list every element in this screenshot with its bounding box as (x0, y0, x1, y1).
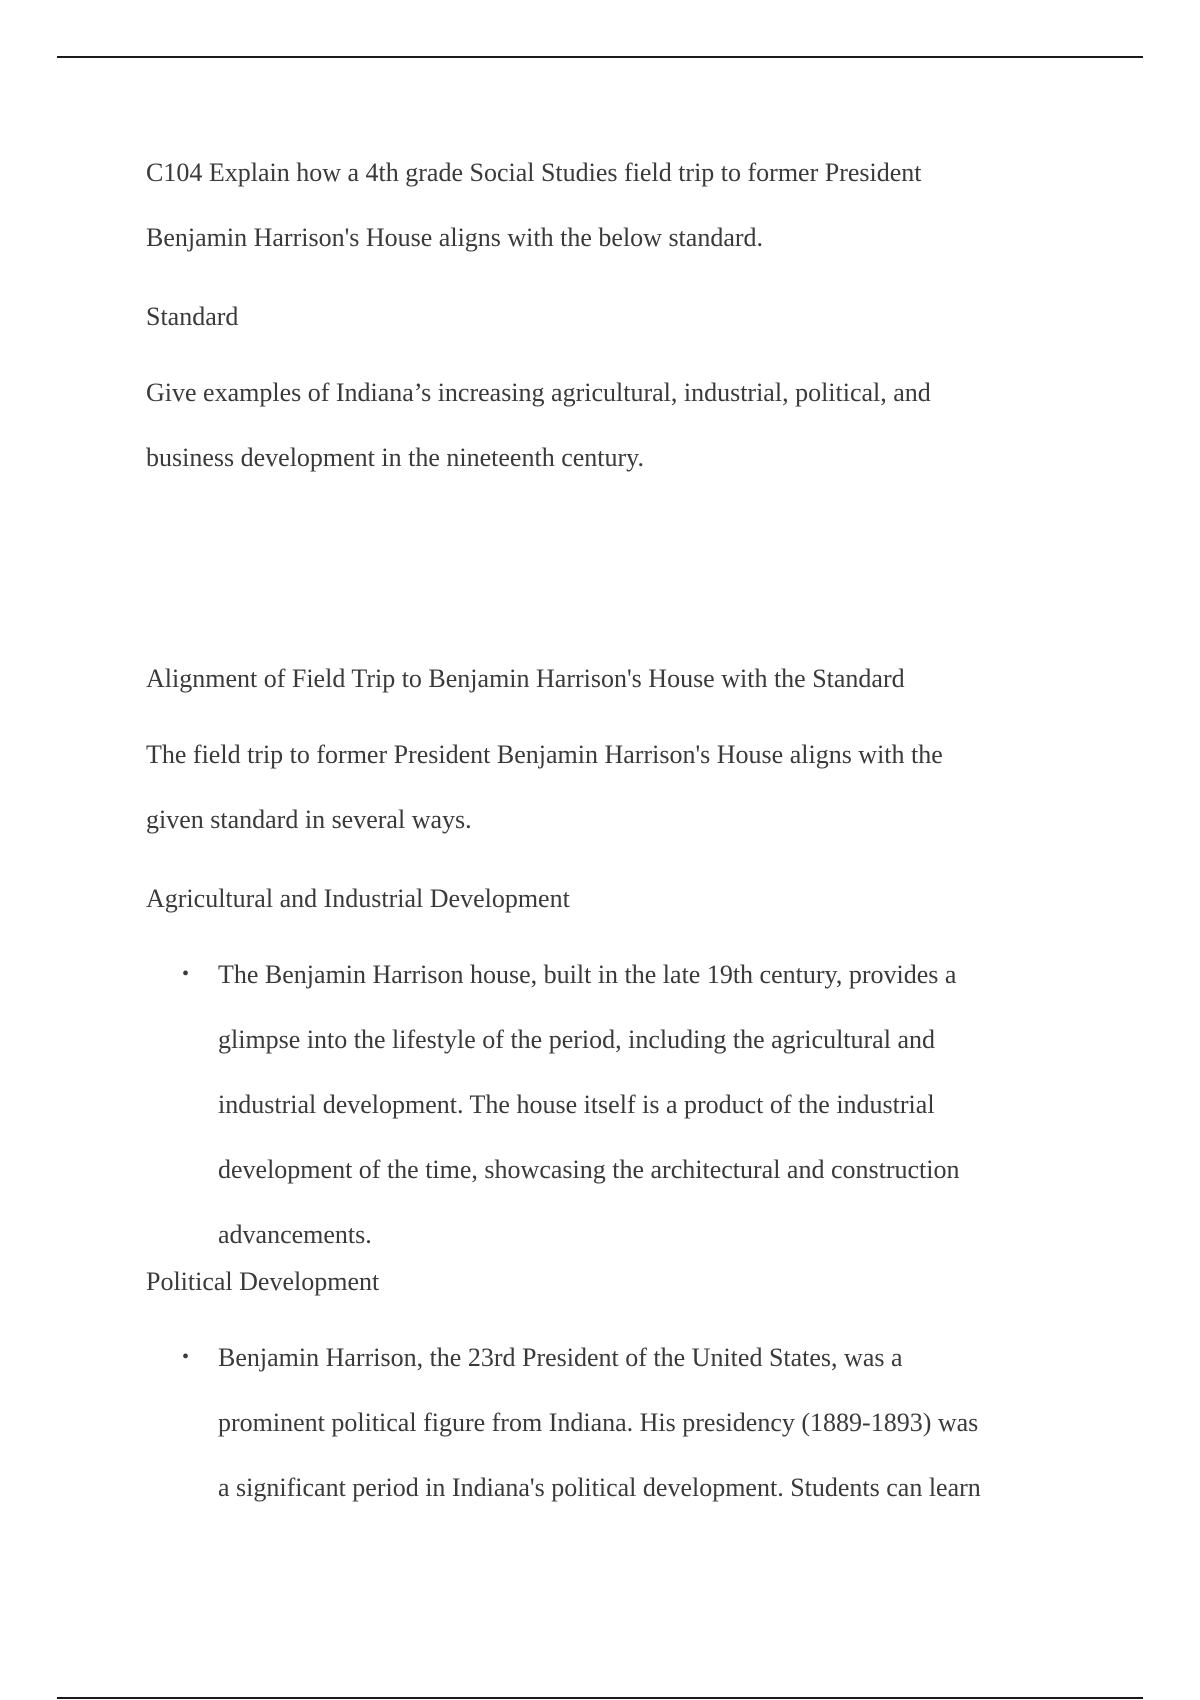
prompt-line-1: C104 Explain how a 4th grade Social Studies field trip to former President (146, 158, 922, 187)
section-heading-agricultural-industrial: Agricultural and Industrial Development (146, 884, 570, 913)
document-body (146, 140, 1076, 1520)
standard-line-2: business development in the nineteenth century. (146, 443, 644, 472)
political-list (146, 1325, 1076, 1520)
alignment-heading: Alignment of Field Trip to Benjamin Harrison's House with the Standard (146, 664, 905, 693)
bullet-icon: • (182, 1346, 190, 1368)
bullet-line: advancements. (218, 1220, 372, 1249)
agricultural-industrial-list (146, 942, 1076, 1267)
bullet-line: development of the time, showcasing the architectural and construction (218, 1155, 960, 1184)
top-rule (57, 56, 1143, 58)
standard-heading: Standard (146, 302, 239, 331)
bottom-rule (57, 1697, 1143, 1699)
list-item (146, 1325, 1076, 1520)
standard-text (146, 360, 1076, 490)
bullet-line: a significant period in Indiana's political development. Students can learn (218, 1473, 981, 1502)
bullet-line: The Benjamin Harrison house, built in the late 19th century, provides a (218, 960, 957, 989)
bullet-line: prominent political figure from Indiana. His presidency (1889-1893) was (218, 1408, 979, 1437)
bullet-line: glimpse into the lifestyle of the period, including the agricultural and (218, 1025, 935, 1054)
bullet-icon: • (182, 963, 190, 985)
standard-line-1: Give examples of Indiana’s increasing agricultural, industrial, political, and (146, 378, 931, 407)
intro-line-2: given standard in several ways. (146, 805, 472, 834)
intro-line-1: The field trip to former President Benjamin Harrison's House aligns with the (146, 740, 943, 769)
section-heading-political: Political Development (146, 1267, 380, 1296)
prompt-text (146, 140, 1076, 270)
prompt-line-2: Benjamin Harrison's House aligns with the below standard. (146, 223, 764, 252)
list-item (146, 942, 1076, 1267)
bullet-line: industrial development. The house itself is a product of the industrial (218, 1090, 935, 1119)
bullet-line: Benjamin Harrison, the 23rd President of the United States, was a (218, 1343, 903, 1372)
intro-text (146, 722, 1076, 852)
